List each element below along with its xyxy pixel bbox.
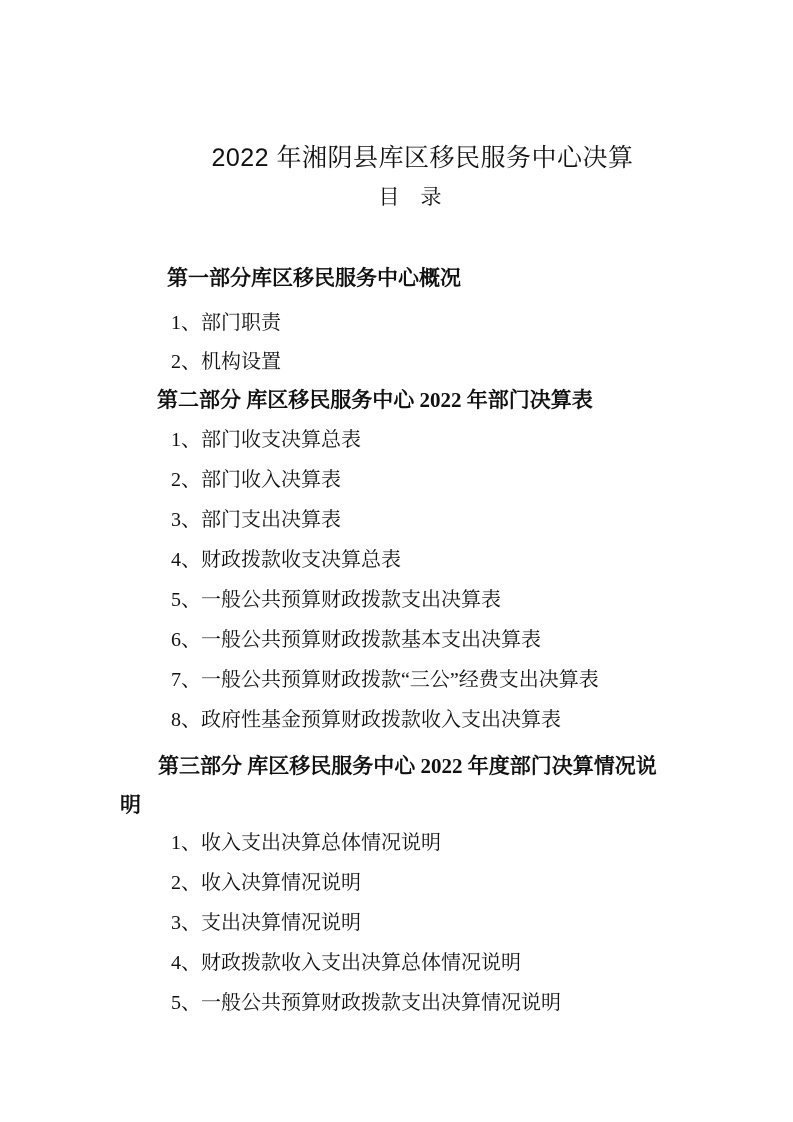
toc-item: 3、部门支出决算表	[171, 509, 341, 531]
toc-item: 1、部门职责	[171, 312, 281, 334]
toc-item: 2、收入决算情况说明	[171, 872, 361, 894]
toc-item: 8、政府性基金预算财政拨款收入支出决算表	[171, 709, 561, 731]
toc-item: 7、一般公共预算财政拨款“三公”经费支出决算表	[171, 669, 599, 691]
toc-heading: 目 录	[378, 186, 442, 209]
section-2-heading: 第二部分 库区移民服务中心 2022 年部门决算表	[157, 388, 593, 412]
section-3-heading: 第三部分 库区移民服务中心 2022 年度部门决算情况说明	[120, 754, 657, 817]
toc-item: 2、机构设置	[171, 351, 281, 373]
toc-item: 2、部门收入决算表	[171, 469, 341, 491]
toc-item: 3、支出决算情况说明	[171, 912, 361, 934]
document-title: 2022 年湘阴县库区移民服务中心决算	[211, 144, 634, 172]
toc-item: 1、收入支出决算总体情况说明	[171, 832, 441, 854]
toc-item: 1、部门收支决算总表	[171, 429, 361, 451]
toc-item: 6、一般公共预算财政拨款基本支出决算表	[171, 629, 541, 651]
toc-item: 5、一般公共预算财政拨款支出决算情况说明	[171, 992, 561, 1014]
section-1-heading: 第一部分库区移民服务中心概况	[167, 266, 461, 290]
toc-item: 4、财政拨款收入支出决算总体情况说明	[171, 952, 521, 974]
toc-item: 4、财政拨款收支决算总表	[171, 549, 401, 571]
toc-item: 5、一般公共预算财政拨款支出决算表	[171, 589, 501, 611]
